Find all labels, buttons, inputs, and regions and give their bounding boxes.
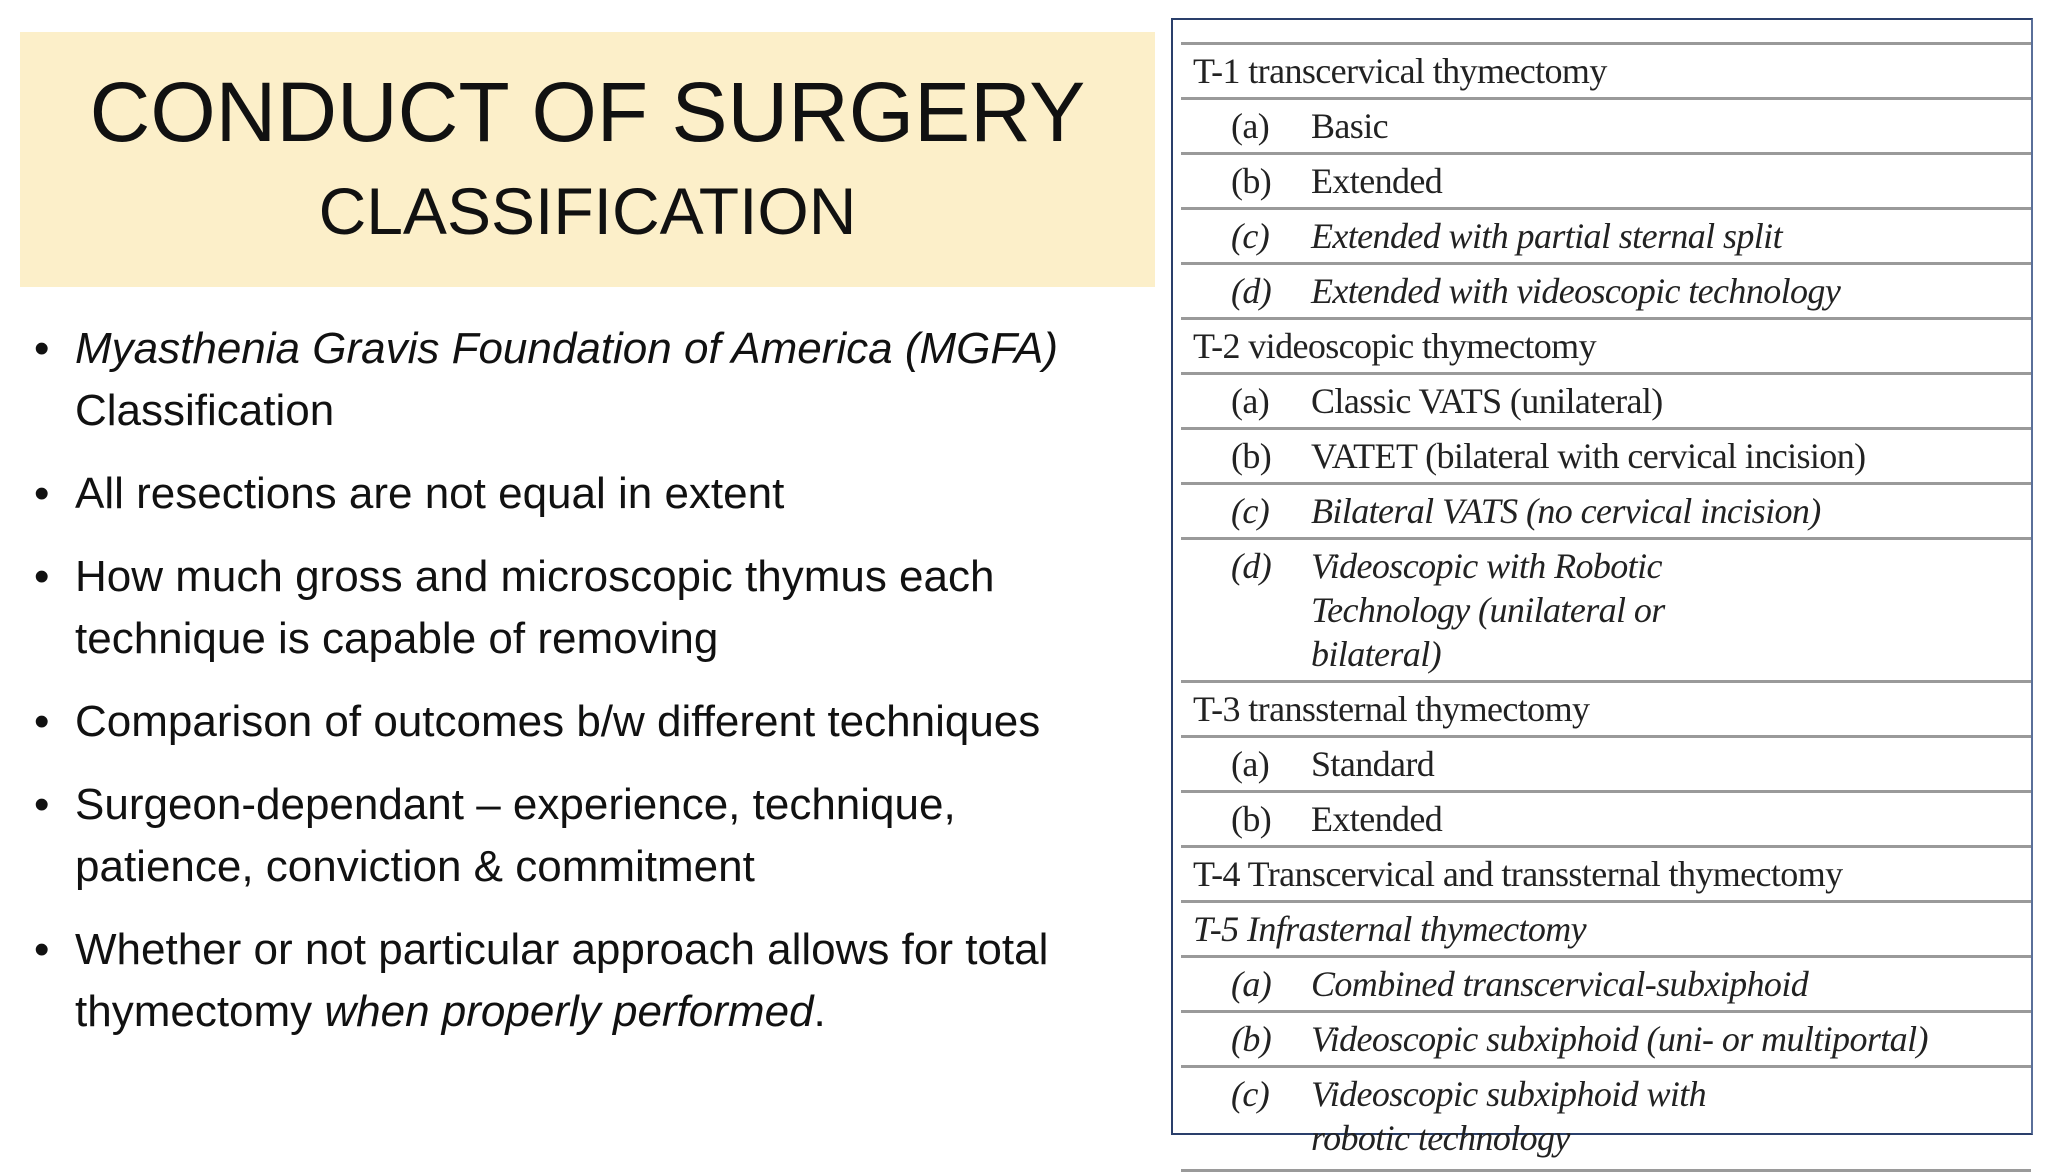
item-text: Extended [1311,799,1443,839]
bullet-text: Classification [75,386,335,435]
item-text: Classic VATS (unilateral) [1311,381,1663,421]
table-row [1181,210,2031,265]
item-label: (a) [1231,106,1270,146]
table-row [1181,155,2031,210]
bullet-icon: • [34,697,50,746]
item-label: (c) [1231,216,1270,256]
table-group-row [1181,903,2031,958]
bullet-item [34,546,1164,670]
table-row [1181,1013,2031,1068]
bullet-icon: • [34,469,50,518]
table-row [1181,265,2031,320]
item-label: (c) [1231,1074,1270,1114]
item-text: Basic [1311,106,1388,146]
table-row [1181,100,2031,155]
bullet-text: All resections are not equal in extent [75,469,785,518]
group-title: T-5 Infrasternal thymectomy [1193,909,1587,949]
table-row [1181,738,2031,793]
item-text: Extended with videoscopic technology [1311,271,1841,311]
item-label: (d) [1231,271,1272,311]
bullet-text: Surgeon-dependant – experience, technique, patience, conviction & commitment [75,780,956,891]
item-text: Bilateral VATS (no cervical incision) [1311,491,1821,531]
classification-table [1181,42,2031,1172]
bullet-item [34,691,1164,753]
slide-subtitle: CLASSIFICATION [318,174,857,248]
bullet-text: Comparison of outcomes b/w different techniques [75,697,1041,746]
group-title: T-4 Transcervical and transsternal thymectomy [1193,854,1843,894]
item-text: VATET (bilateral with cervical incision) [1311,436,1866,476]
table-row [1181,430,2031,485]
item-text: Videoscopic with Robotic Technology (unilateral or bilateral) [1311,546,1665,674]
table-row [1181,958,2031,1013]
item-text: Videoscopic subxiphoid (uni- or multiportal) [1311,1019,1928,1059]
table-row [1181,485,2031,540]
slide-title: CONDUCT OF SURGERY [89,65,1086,159]
bullet-text-italic: Myasthenia Gravis Foundation of America (MGFA) [75,324,1058,373]
item-label: (c) [1231,491,1270,531]
table-group-row [1181,320,2031,375]
item-label: (b) [1231,436,1272,476]
item-label: (d) [1231,546,1272,586]
title-banner [20,32,1155,287]
group-title: T-2 videoscopic thymectomy [1193,326,1596,366]
bullet-icon: • [34,780,50,829]
item-text: Videoscopic subxiphoid with robotic technology [1311,1074,1707,1158]
item-text: Combined transcervical-subxiphoid [1311,964,1809,1004]
table-row [1181,375,2031,430]
table-group-row [1181,683,2031,738]
item-label: (a) [1231,964,1272,1004]
item-label: (b) [1231,799,1272,839]
bullet-icon: • [34,552,50,601]
bullet-list [34,318,1164,1064]
bullet-item [34,774,1075,898]
bullet-text: Whether or not particular approach allows for total thymectomy [75,925,1049,1036]
bullet-icon: • [34,324,50,373]
group-title: T-3 transsternal thymectomy [1193,689,1590,729]
table-row [1181,540,2031,683]
item-label: (a) [1231,381,1270,421]
table-row [1181,793,2031,848]
item-label: (a) [1231,744,1270,784]
item-text: Extended [1311,161,1443,201]
table-group-row [1181,45,2031,100]
bullet-item [34,463,1164,525]
item-label: (b) [1231,161,1272,201]
bullet-text: How much gross and microscopic thymus each technique is capable of removing [75,552,995,663]
bullet-item [34,919,1164,1043]
classification-table-image [1171,18,2033,1158]
group-title: T-1 transcervical thymectomy [1193,51,1607,91]
table-row [1181,1068,2031,1172]
bullet-text-italic: when properly performed [324,987,814,1036]
table-group-row [1181,848,2031,903]
bullet-item [34,318,1164,442]
item-text: Standard [1311,744,1435,784]
item-label: (b) [1231,1019,1272,1059]
bullet-text: . [813,987,826,1036]
item-text: Extended with partial sternal split [1311,216,1782,256]
bullet-icon: • [34,925,50,974]
